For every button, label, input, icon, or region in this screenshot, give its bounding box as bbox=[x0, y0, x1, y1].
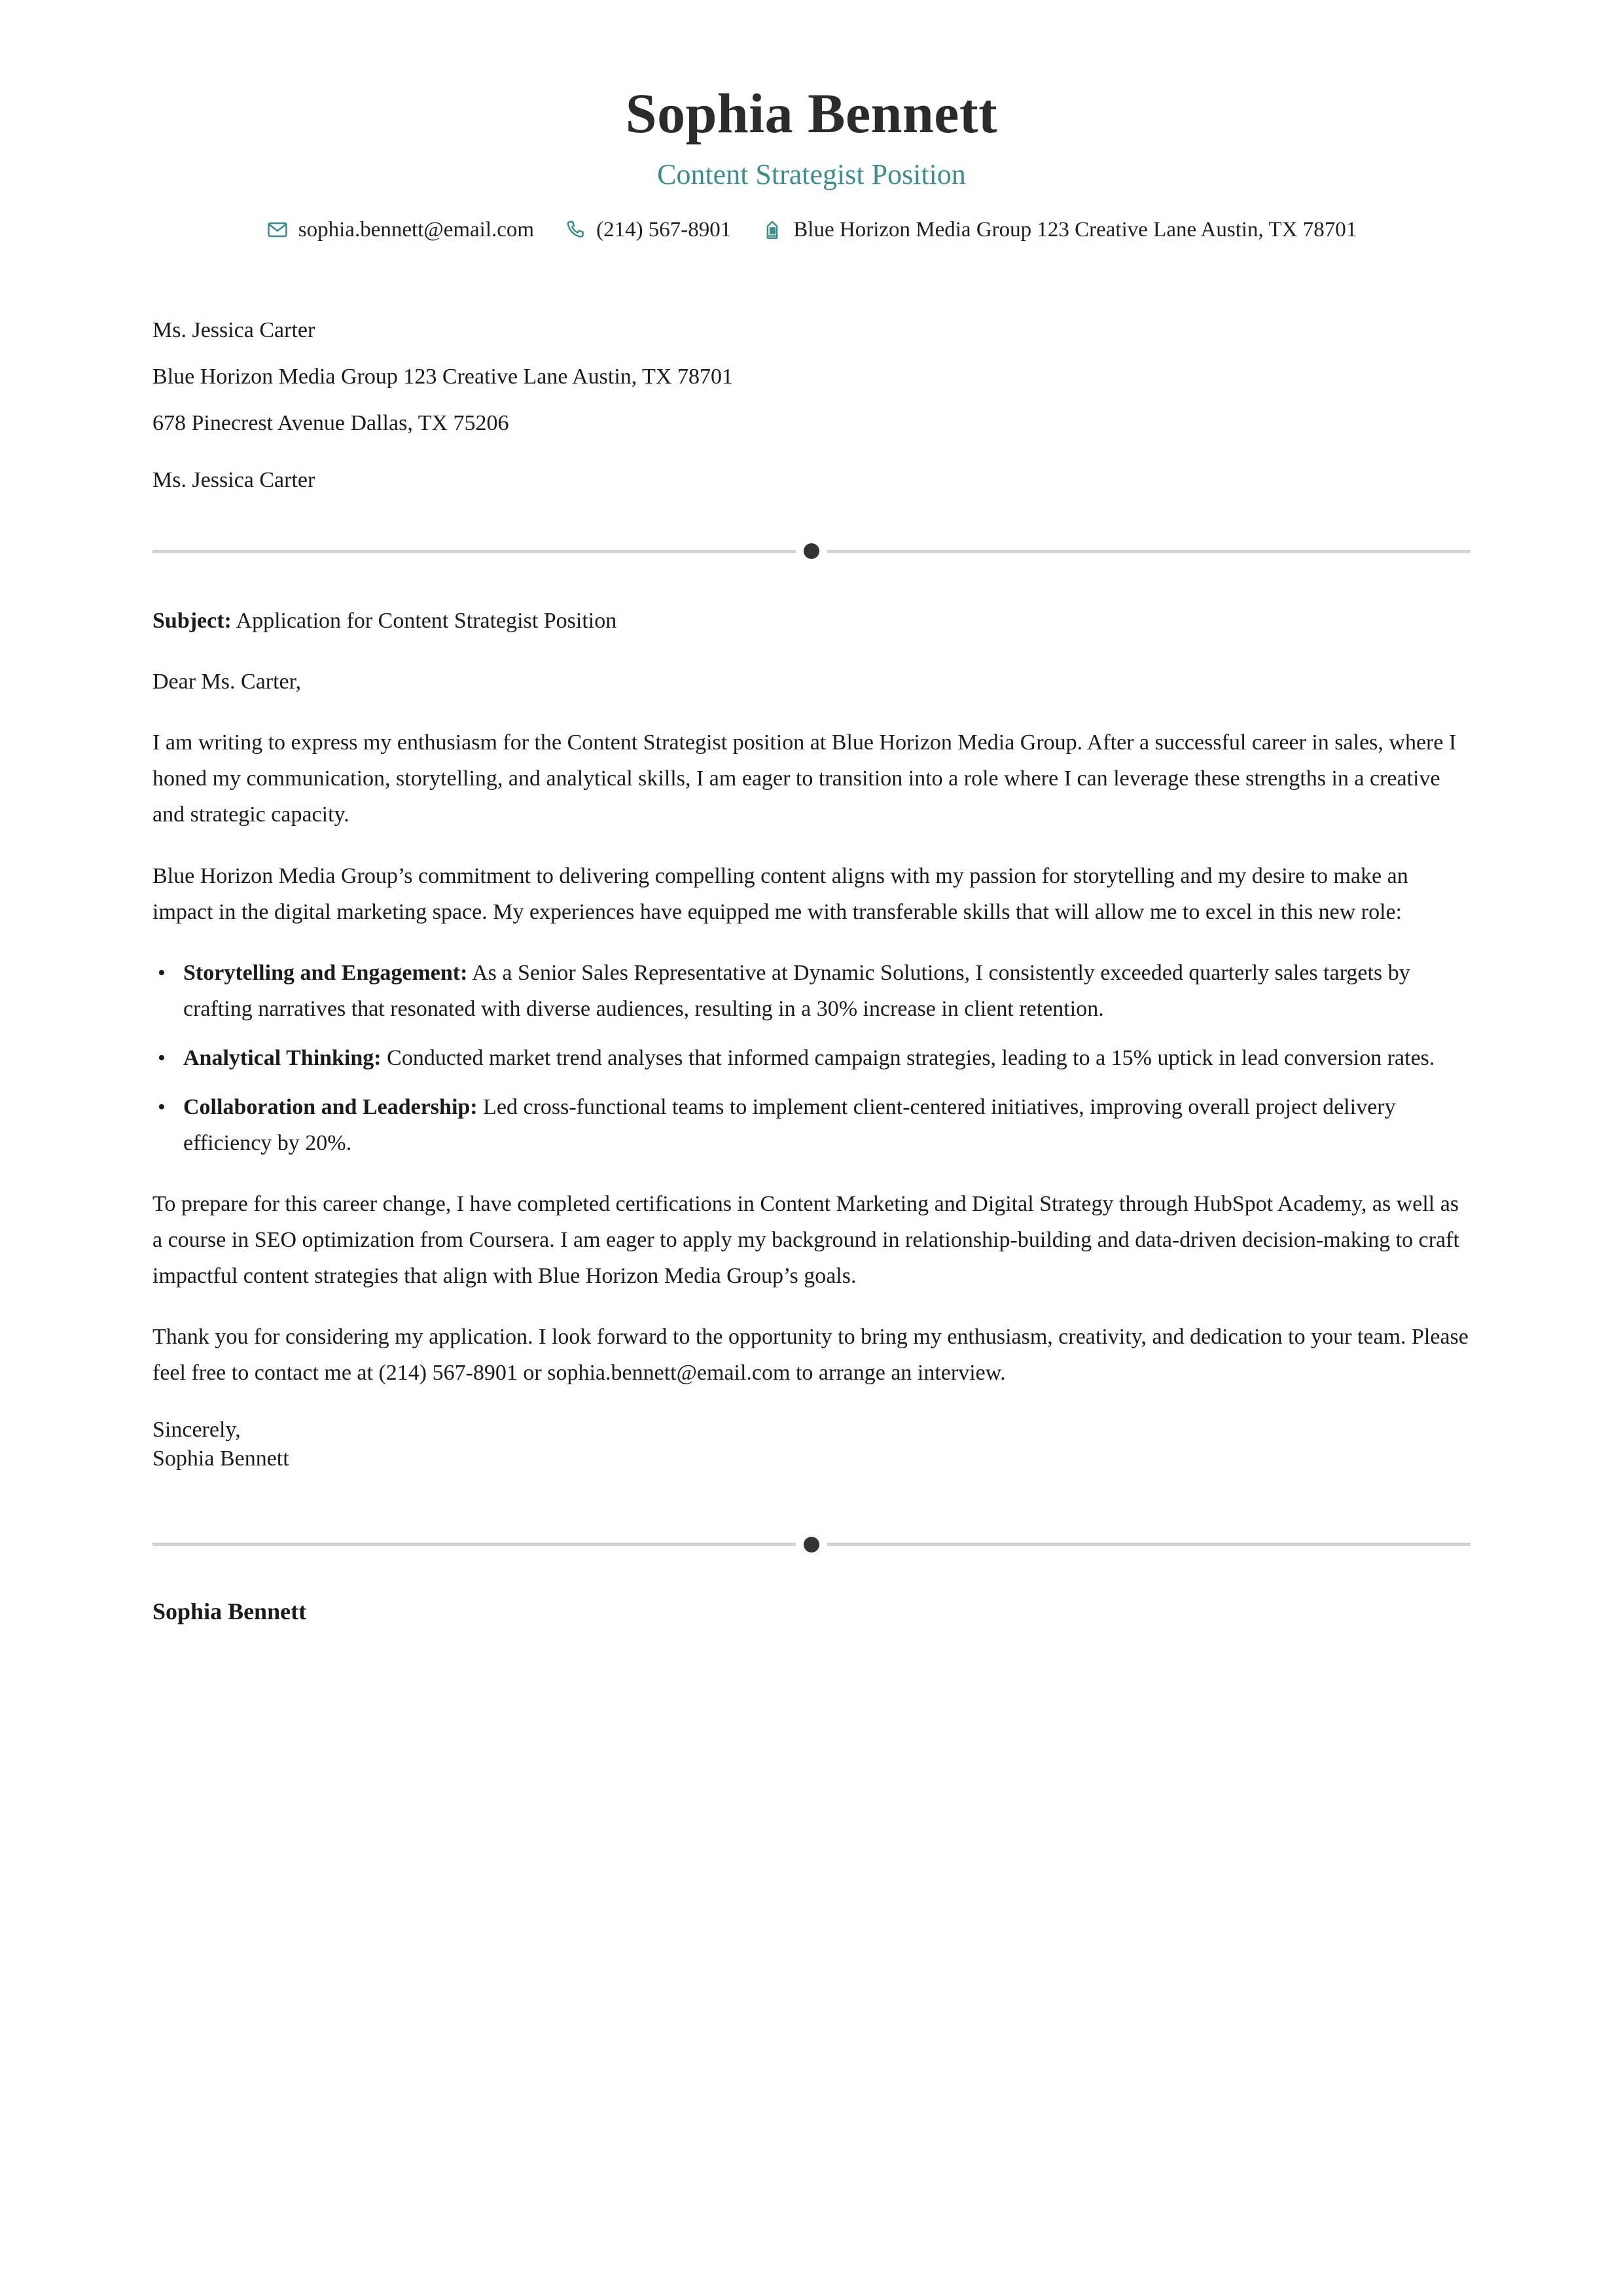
contact-email[interactable] bbox=[266, 219, 534, 241]
list-item bbox=[152, 955, 1471, 1027]
divider-rule-left bbox=[152, 1543, 796, 1546]
divider-dot bbox=[804, 543, 819, 559]
body-paragraph-4: Thank you for considering my application. I look forward to the opportunity to bring my enthusiasm, creativity, and dedication to your team. Please feel free to contact me at (214) 567-8901 or sophia.bennett@email.com to arrange an interview. bbox=[152, 1325, 1469, 1386]
section-divider-top bbox=[152, 543, 1471, 560]
contact-company-address[interactable] bbox=[761, 219, 1357, 241]
bullet-text: As a Senior Sales Representative at Dynamic Solutions, I consistently exceeded quarterly sales targets by crafting narratives that resonated with diverse audiences, resulting in a 30% increase in client retention. bbox=[183, 960, 1410, 1021]
bullet-lead: Analytical Thinking: bbox=[183, 1045, 382, 1070]
bullet-lead: Collaboration and Leadership: bbox=[183, 1094, 478, 1119]
applicant-name: Sophia Bennett bbox=[625, 82, 998, 145]
subject-label: Subject: bbox=[152, 609, 232, 634]
recipient-street-address: 678 Pinecrest Avenue Dallas, TX 75206 bbox=[152, 411, 509, 436]
divider-dot bbox=[804, 1537, 819, 1552]
signoff-block bbox=[152, 1416, 1471, 1473]
list-item bbox=[152, 1089, 1471, 1161]
signature-name: Sophia Bennett bbox=[152, 1446, 289, 1471]
divider-rule-left bbox=[152, 550, 796, 553]
contact-phone[interactable] bbox=[564, 219, 731, 241]
envelope-icon bbox=[266, 219, 289, 241]
recipient-address-block bbox=[152, 319, 1471, 492]
contact-email-text: sophia.bennett@email.com bbox=[298, 217, 535, 242]
subject-line bbox=[152, 603, 1471, 639]
bullet-text: Led cross-functional teams to implement client-centered initiatives, improving overall project delivery efficiency by 20%. bbox=[183, 1094, 1396, 1156]
divider-rule-right bbox=[827, 1543, 1471, 1546]
letter-body bbox=[152, 603, 1471, 1473]
contact-company-address-text: Blue Horizon Media Group 123 Creative Lane Austin, TX 78701 bbox=[793, 217, 1357, 242]
divider-rule-right bbox=[827, 550, 1471, 553]
recipient-company-address: Blue Horizon Media Group 123 Creative Lane Austin, TX 78701 bbox=[152, 365, 733, 389]
recipient-name: Ms. Jessica Carter bbox=[152, 318, 315, 343]
contact-row bbox=[152, 219, 1471, 241]
bullet-text: Conducted market trend analyses that informed campaign strategies, leading to a 15% uptick in lead conversion rates. bbox=[381, 1045, 1435, 1070]
body-paragraph-2: Blue Horizon Media Group’s commitment to delivering compelling content aligns with my passion for storytelling and my desire to make an impact in the digital marketing space. My experiences have equipped me with transferable skills that will allow me to excel in this new role: bbox=[152, 863, 1408, 924]
phone-icon bbox=[564, 219, 586, 241]
subject-text: Application for Content Strategist Position bbox=[231, 609, 617, 634]
footer-signature-name: Sophia Bennett bbox=[152, 1598, 307, 1624]
section-divider-bottom bbox=[152, 1536, 1471, 1553]
bullet-lead: Storytelling and Engagement: bbox=[183, 960, 468, 985]
closing-salutation: Sincerely, bbox=[152, 1418, 241, 1443]
salutation: Dear Ms. Carter, bbox=[152, 670, 302, 694]
body-paragraph-1: I am writing to express my enthusiasm for the Content Strategist position at Blue Horizon Media Group. After a successful career in sales, where I honed my communication, storytelling, and analytical skills, I am eager to transition into a role where I can leverage these strengths in a creative and strategic capacity. bbox=[152, 730, 1457, 827]
applicant-job-title: Content Strategist Position bbox=[657, 158, 966, 191]
contact-phone-text: (214) 567-8901 bbox=[596, 217, 732, 242]
recipient-attention: Ms. Jessica Carter bbox=[152, 468, 315, 493]
list-item bbox=[152, 1040, 1471, 1076]
body-paragraph-3: To prepare for this career change, I have completed certifications in Content Marketing and Digital Strategy through HubSpot Academy, as well as a course in SEO optimization from Coursera. I am eager to apply my background in relationship-building and data-driven decision-making to craft impactful content strategies that align with Blue Horizon Media Group’s goals. bbox=[152, 1192, 1459, 1289]
building-icon bbox=[761, 219, 783, 241]
letter-header bbox=[152, 0, 1471, 241]
qualifications-list bbox=[152, 955, 1471, 1161]
